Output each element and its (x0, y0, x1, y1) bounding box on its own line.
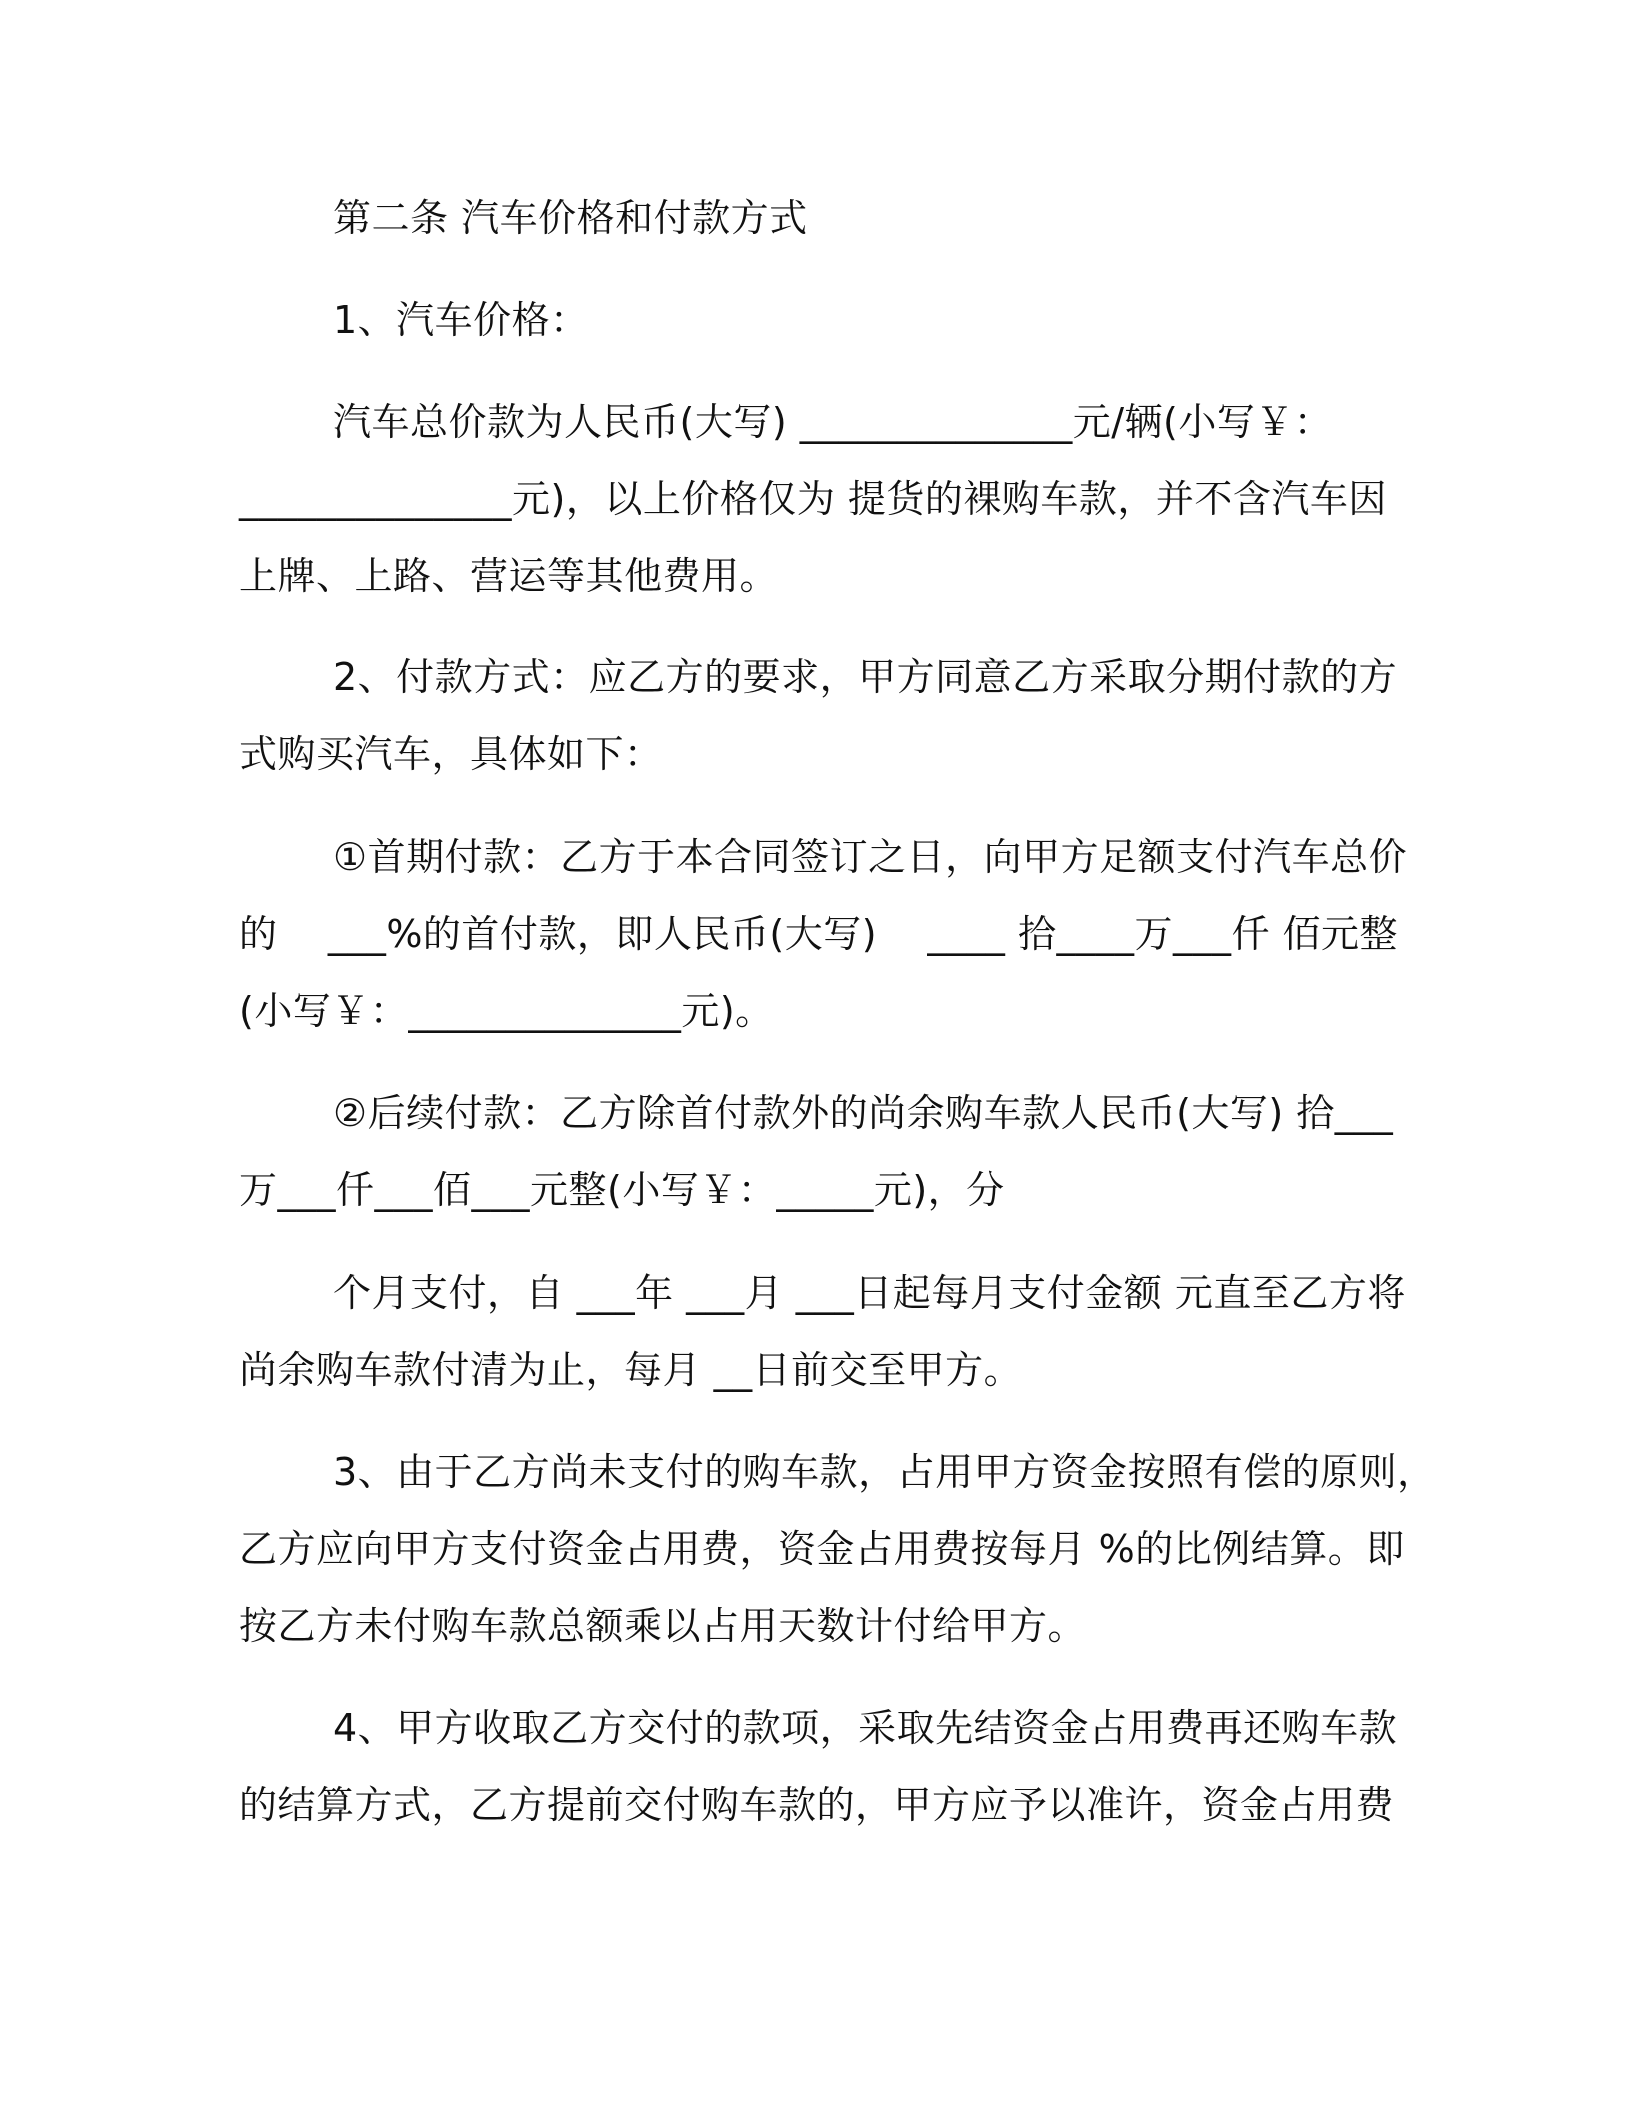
section-3-line-2: 乙方应向甲方支付资金占用费，资金占用费按每月 %的比例结算。即 (239, 1527, 1405, 1571)
payment-method-line-1: 2、付款方式：应乙方的要求，甲方同意乙方采取分期付款的方 (333, 655, 1398, 699)
subsequent-payment-line-1: ②后续付款：乙方除首付款外的尚余购车款人民币(大写) 拾___ (333, 1091, 1394, 1135)
first-payment-line-1: ①首期付款：乙方于本合同签订之日，向甲方足额支付汽车总价 (333, 835, 1408, 879)
monthly-payment-line-1: 个月支付，自 ___年 ___月 ___日起每月支付金额 元直至乙方将 (333, 1271, 1406, 1315)
section-4-line-1: 4、甲方收取乙方交付的款项，采取先结资金占用费再还购车款 (333, 1706, 1398, 1750)
price-line-2: ______________元)，以上价格仅为 提货的裸购车款，并不含汽车因 (239, 477, 1387, 521)
section-4-line-2: 的结算方式，乙方提前交付购车款的，甲方应予以准许，资金占用费 (239, 1783, 1395, 1827)
article-heading: 第二条 汽车价格和付款方式 (333, 196, 808, 240)
payment-method-line-2: 式购买汽车，具体如下： (239, 732, 663, 776)
price-line-3: 上牌、上路、营运等其他费用。 (239, 554, 779, 598)
section-1-title: 1、汽车价格： (333, 298, 589, 342)
monthly-payment-line-2: 尚余购车款付清为止，每月 __日前交至甲方。 (239, 1348, 1023, 1392)
price-line-1: 汽车总价款为人民币(大写) ______________元/辆(小写￥： (333, 400, 1333, 444)
section-3-line-3: 按乙方未付购车款总额乘以占用天数计付给甲方。 (239, 1604, 1087, 1648)
section-3-line-1: 3、由于乙方尚未支付的购车款，占用甲方资金按照有偿的原则， (333, 1450, 1436, 1494)
first-payment-line-2: 的 ___%的首付款，即人民币(大写) ____ 拾____万___仟 佰元整 (239, 912, 1399, 956)
first-payment-line-3: (小写￥：______________元)。 (239, 989, 774, 1033)
subsequent-payment-line-2: 万___仟___佰___元整(小写￥：_____元)，分 (239, 1168, 1005, 1212)
